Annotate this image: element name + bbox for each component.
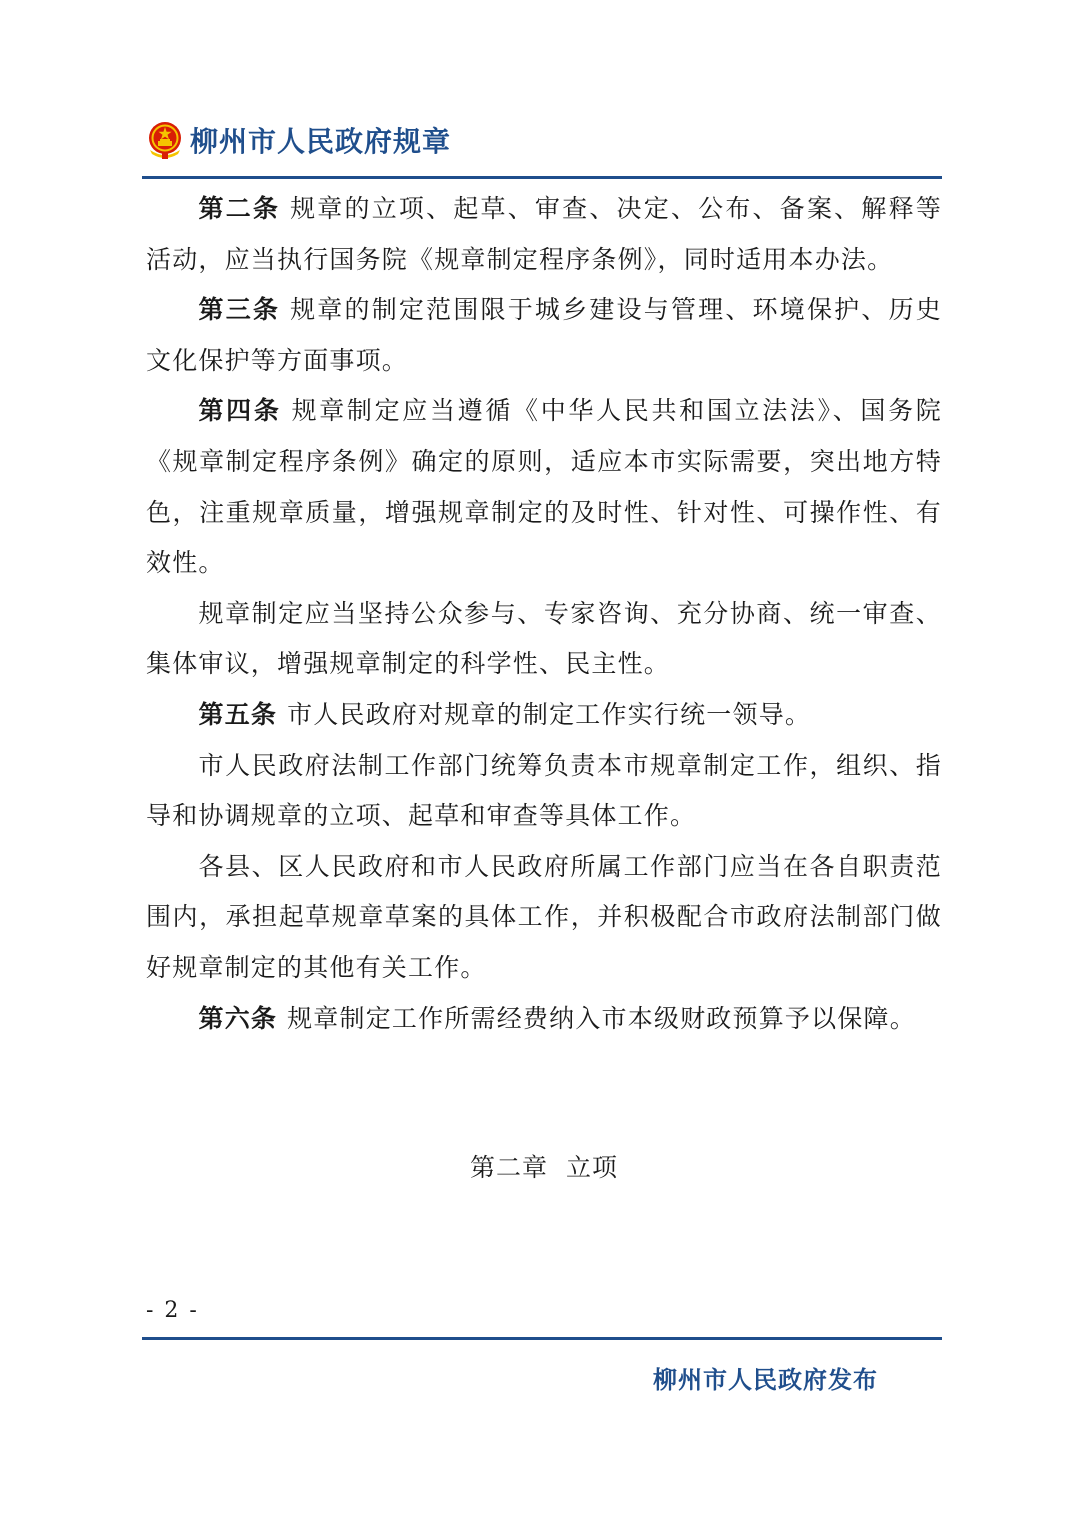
article-text: 规章的制定范围限于城乡建设与管理、环境保护、历史文化保护等方面事项。 [146, 295, 942, 375]
article-text: 市人民政府法制工作部门统筹负责本市规章制定工作，组织、指导和协调规章的立项、起草和审查等具体工作。 [146, 750, 942, 831]
national-emblem-icon [146, 120, 184, 160]
chapter-title: 第二章 立项 [470, 1153, 618, 1182]
header-title: 柳州市人民政府规章 [190, 125, 452, 158]
footer-publisher: 柳州市人民政府发布 [653, 1366, 878, 1394]
article-label: 第五条 [198, 699, 278, 729]
article-2 [146, 184, 942, 285]
article-4-paragraph-2 [146, 589, 942, 690]
article-6 [146, 994, 942, 1045]
article-text: 各县、区人民政府和市人民政府所属工作部门应当在各自职责范围内，承担起草规章草案的具体工作，并积极配合市政府法制部门做好规章制定的其他有关工作。 [146, 851, 942, 982]
article-label: 第三条 [198, 295, 281, 325]
article-text: 市人民政府对规章的制定工作实行统一领导。 [287, 699, 812, 729]
article-5 [146, 690, 942, 741]
page-number: - 2 - [146, 1298, 199, 1323]
article-label: 第四条 [198, 396, 282, 426]
article-5-paragraph-3 [146, 842, 942, 994]
header-divider [142, 176, 942, 179]
article-label: 第六条 [198, 1003, 278, 1033]
page-header [146, 112, 942, 168]
article-3 [146, 285, 942, 386]
document-body [146, 184, 942, 1044]
article-5-paragraph-2 [146, 741, 942, 842]
article-label: 第二条 [198, 194, 281, 223]
footer-divider [142, 1337, 942, 1340]
article-text: 规章的立项、起草、审查、决定、公布、备案、解释等活动，应当执行国务院《规章制定程序条例》，同时适用本办法。 [146, 194, 942, 274]
article-4 [146, 386, 942, 588]
article-text: 规章制定应当坚持公众参与、专家咨询、充分协商、统一审查、集体审议，增强规章制定的科学性、民主性。 [146, 598, 942, 679]
article-text: 规章制定工作所需经费纳入市本级财政预算予以保障。 [287, 1003, 916, 1033]
article-text: 规章制定应当遵循《中华人民共和国立法法》、国务院《规章制定程序条例》确定的原则，适应本市实际需要，突出地方特色，注重规章质量，增强规章制定的及时性、针对性、可操作性、有效性。 [146, 396, 942, 578]
